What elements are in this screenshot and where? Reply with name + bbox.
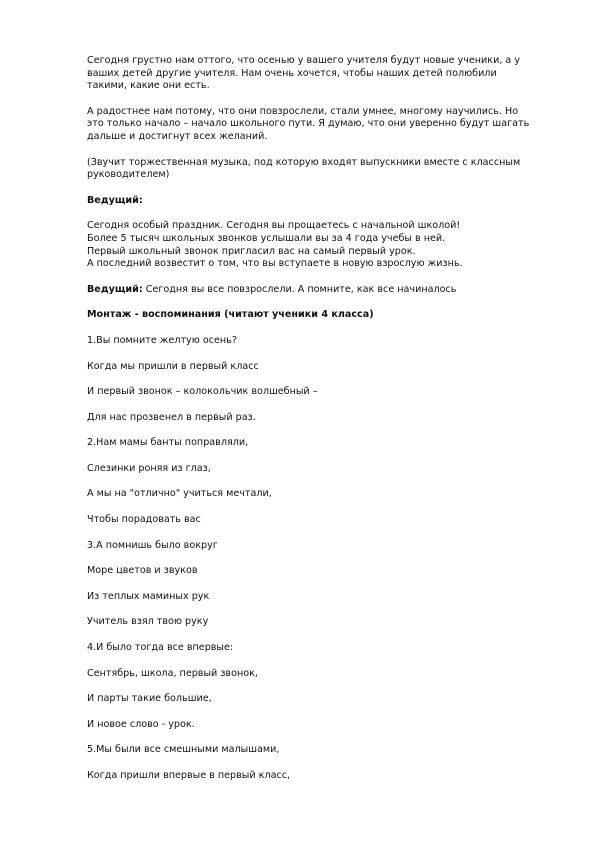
text-line: ваших детей другие учителя. Нам очень хочется, чтобы наших детей полюбили (87, 67, 497, 79)
montage-heading: Монтаж - воспоминания (читают ученики 4 класса) (87, 309, 374, 321)
poem (87, 335, 557, 796)
text-line: руководителем) (87, 169, 170, 181)
text-line: это только начало – начало школьного пути. Я думаю, что они уверенно будут шагать (87, 118, 530, 130)
poem-line: А мы на "отлично" учиться мечтали, (87, 488, 272, 500)
stage-direction (87, 157, 557, 182)
text-line: Более 5 тысяч школьных звонков услышали вы за 4 года учебы в ней. (87, 232, 446, 244)
poem-line: 4.И было тогда все впервые: (87, 642, 234, 654)
text-line: А последний возвестит о том, что вы вступаете в новую взрослую жизнь. (87, 258, 463, 270)
host-label: Ведущий: (87, 283, 143, 295)
intro-paragraph-1 (87, 55, 557, 93)
poem-line: Слезинки роняя из глаз, (87, 462, 211, 474)
text-line: Сегодня особый праздник. Сегодня вы прощаетесь с начальной школой! (87, 220, 461, 232)
host-speech (87, 220, 557, 270)
poem-line: 3.А помнишь было вокруг (87, 539, 218, 551)
poem-line: 5.Мы были все смешными малышами, (87, 744, 280, 756)
document-page (87, 55, 557, 796)
poem-line: И новое слово - урок. (87, 718, 195, 730)
poem-line: 1.Вы помните желтую осень? (87, 334, 237, 346)
poem-line: И парты такие большие, (87, 693, 212, 705)
poem-line: И первый звонок – колокольчик волшебный – (87, 386, 318, 398)
poem-line: Из теплых маминых рук (87, 590, 210, 602)
text-line: (Звучит торжественная музыка, под которую входят выпускники вместе с классным (87, 156, 521, 168)
text-line: такими, какие они есть. (87, 80, 210, 92)
host-remark (87, 284, 557, 297)
text-line: дальше и достигнут всех желаний. (87, 130, 268, 142)
poem-line: Когда мы пришли в первый класс (87, 360, 259, 372)
host-heading: Ведущий: (87, 194, 143, 206)
text-line: Первый школьный звонок пригласил вас на самый первый урок. (87, 245, 416, 257)
host-remark-text: Сегодня вы все повзрослели. А помните, как все начиналось (142, 283, 457, 295)
poem-line: 2.Нам мамы банты поправляли, (87, 437, 249, 449)
poem-line: Когда пришли впервые в первый класс, (87, 770, 291, 781)
poem-line: Учитель взял твою руку (87, 616, 209, 628)
text-line: Сегодня грустно нам оттого, что осенью у вашего учителя будут новые ученики, а у (87, 55, 521, 66)
intro-paragraph-2 (87, 106, 557, 144)
poem-line: Чтобы порадовать вас (87, 514, 201, 526)
poem-line: Море цветов и звуков (87, 565, 198, 577)
poem-line: Сентябрь, школа, первый звонок, (87, 667, 258, 679)
poem-line: Для нас прозвенел в первый раз. (87, 411, 256, 423)
text-line: А радостнее нам потому, что они повзрослели, стали умнее, многому научились. Но (87, 105, 519, 117)
